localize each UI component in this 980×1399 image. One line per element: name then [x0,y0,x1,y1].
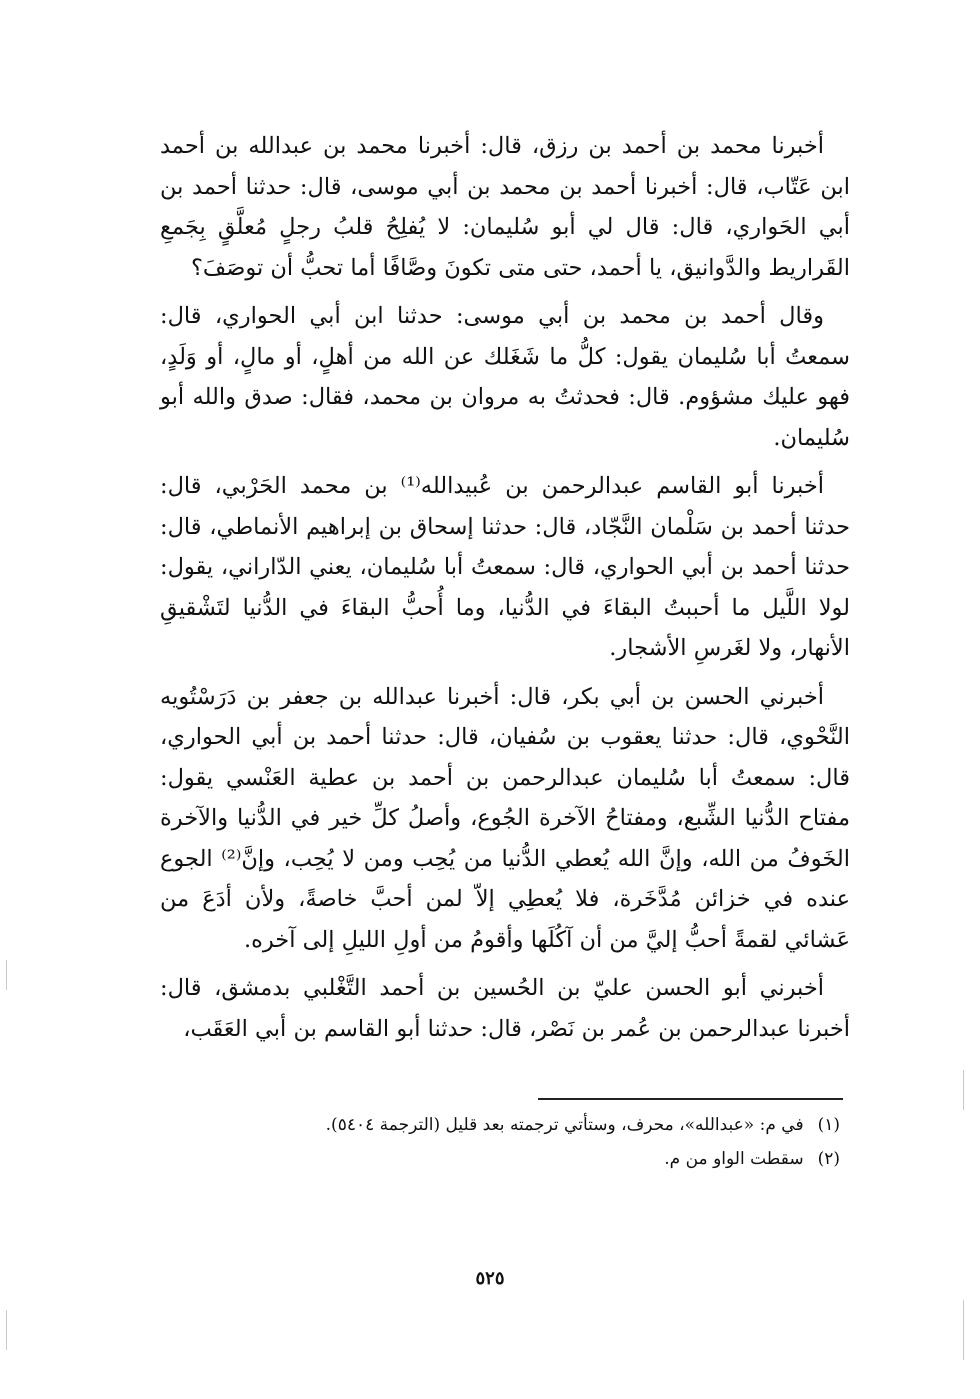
footnote-number: (١) [817,1115,840,1135]
footnote-1 [325,1108,840,1142]
paragraph-4: أخبرني الحسن بن أبي بكر، قال: أخبرنا عبدالله بن جعفر بن دَرَسْتُويه النَّحْوي، قال: حدثنا يعقوب بن سُفيان، قال: حدثنا أحمد بن أبي الحواري، قال: سمعتُ أبا سُليمان عبدالرحمن بن أحمد بن عطية العَنْسي يقول: مفتاح الدُّنيا الشِّبع، ومفتاحُ الآخرة الجُوع، وأصلُ كلِّ خير في الدُّنيا والآخرة الخَوفُ من الله، وإنَّ الله يُعطي الدُّنيا من يُحِب ومن لا يُحِب، وإنَّ⁽²⁾ الجوع عنده في خزائن مُدَّخَرة، فلا يُعطِي إلاّ لمن أحبَّ خاصةً، ولأن أدَعَ من عَشائي لقمةً أحبُّ إليَّ من أن آكُلَها وأقومُ من أولِ الليلِ إلى آخره. [160,683,850,953]
footnote-text: سقطت الواو من م. [664,1149,804,1169]
footnote-text: في م: «عبدالله»، محرف، وستأتي ترجمته بعد قليل (الترجمة ٥٤٠٤). [325,1115,804,1135]
footnote-2 [360,1142,840,1176]
footnote-number: (٢) [817,1149,840,1169]
footnotes [325,1108,840,1176]
paragraph-3: أخبرنا أبو القاسم عبدالرحمن بن عُبيدالله⁽¹⁾ بن محمد الحَرْبي، قال: حدثنا أحمد بن سَلْمان النَّجّاد، قال: حدثنا إسحاق بن إبراهيم الأنماطي، قال: حدثنا أحمد بن أبي الحواري، قال: سمعتُ أبا سُليمان، يعني الدّاراني، يقول: لولا اللَّيل ما أحببتُ البقاءَ في الدُّنيا، وما أُحبُّ البقاءَ في الدُّنيا لتَشْقيقِ الأنهار، ولا لغَرسِ الأشجار. [160,473,850,661]
footnote-separator [538,1098,843,1100]
main-text [160,126,850,1057]
paragraph-2: وقال أحمد بن محمد بن أبي موسى: حدثنا ابن أبي الحواري، قال: سمعتُ أبا سُليمان يقول: كلُّ ما شَغَلك عن الله من أهلٍ، أو مالٍ، أو وَلَدٍ، فهو عليك مشؤوم. قال: فحدثتُ به مروان بن محمد، فقال: صدق والله أبو سُليمان. [160,303,850,451]
scan-edge-mark [6,960,7,990]
scan-edge-mark [963,1300,964,1360]
paragraph-1: أخبرنا محمد بن أحمد بن رزق، قال: أخبرنا محمد بن عبدالله بن أحمد ابن عَتّاب، قال: أخبرنا أحمد بن محمد بن أبي موسى، قال: حدثنا أحمد بن أبي الحَواري، قال: قال لي أبو سُليمان: لا يُفلِحُ قلبُ رجلٍ مُعلَّقٍ بِجَمعِ القَراريط والدَّوانيق، يا أحمد، حتى متى تكونَ وصَّافًا أما تحبُّ أن توصَفَ؟ [160,133,850,281]
paragraph-5: أخبرني أبو الحسن عليّ بن الحُسين بن أحمد التَّغْلبي بدمشق، قال: أخبرنا عبدالرحمن بن عُمر بن نَصْر، قال: حدثنا أبو القاسم بن أبي العَقَب، [160,975,850,1042]
page-number: ٥٢٥ [475,1268,505,1289]
scan-edge-mark [6,1310,7,1350]
scan-edge-mark [963,1070,964,1110]
